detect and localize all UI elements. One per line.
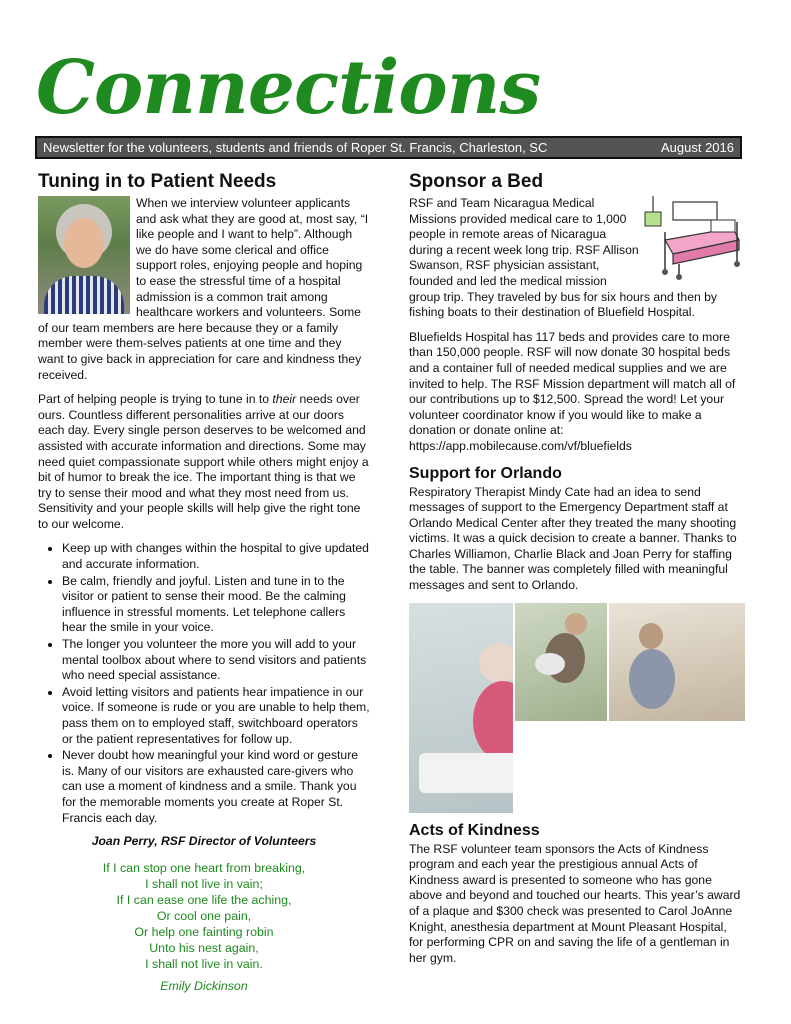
poem-line: Unto his nest again, bbox=[149, 940, 259, 955]
banner-date: August 2016 bbox=[660, 140, 734, 155]
poem-line: If I can ease one life the aching, bbox=[116, 892, 292, 907]
list-item: • Be calm, friendly and joyful. Listen and tune in to the visitor or patient to sense their mood. Be the calming influence in stressful moments. Let telephone callers hear the smile in your voice. bbox=[62, 574, 370, 636]
poem-line: I shall not live in vain. bbox=[145, 956, 263, 971]
volunteer-portrait-photo bbox=[38, 196, 130, 314]
tips-list bbox=[38, 541, 370, 826]
kindness-paragraph: The RSF volunteer team sponsors the Acts of Kindness program and each year the prestigious annual Acts of Kindness award is presented to someone who has gone above and beyond and touched our hearts. This year’s award of a plaque and $300 check was presented to Carol JoAnne Knight, anesthesia department at Mount Pleasant Hospital, for performing CPR on and saving the life of a gentleman in her gym. bbox=[409, 841, 741, 965]
masthead-title: Connections bbox=[36, 45, 541, 131]
list-item: • The longer you volunteer the more you will add to your mental toolbox about where to send visitors and patients who need special assistance. bbox=[62, 637, 370, 684]
list-item: • Never doubt how meaningful your kind word or gesture is. Many of our visitors are exhausted care-givers who can use a moment of kindness and a smile. Thank you for the memorable moments you create at Roper St. Francis each day. bbox=[62, 748, 370, 826]
tuning-paragraph-2: Part of helping people is trying to tune in to their needs over ours. Countless different personalities arrive at our doors each day. Every single person deserves to be welcomed and assisted with accurate information and directions. Some may need quiet compassionate support while others might enjoy a bit of humor to break the ice. The important thing is that we try to sense their mood and what they most need from us. Sensitivity and your people skills will help give the right tone to our welcome. bbox=[38, 392, 369, 531]
sponsor-paragraph-2: Bluefields Hospital has 117 beds and provides care to more than 150,000 people. RSF will now donate 30 hospital beds and a container full of needed medical supplies and we are invited to help. The RSF Mission department will match all of our contributions up to $12,500. Spread the word! Let your volunteer coordinator know if you would like to make a donation or donate online at: https://app.mobilecause.com/vf/bluefields bbox=[409, 329, 736, 453]
poem-line: Or help one fainting robin bbox=[134, 924, 274, 939]
orlando-paragraph: Respiratory Therapist Mindy Cate had an idea to send messages of support to the Emergency Department staff at Orlando Medical Center after they treated the many shooting victims. It was a quick decision to create a banner. Thanks to Charles Williamon, Charlie Black and Joan Perry for staffing the table. The banner was completely filled with meaningful messages and sent to Orlando. bbox=[409, 484, 737, 593]
photo-visitors-at-table bbox=[609, 603, 745, 721]
tuning-paragraph-1: When we interview volunteer applicants and ask what they are good at, most say, “I like people and I want to help”. Although we do have some clerical and office support roles, enjoying people and hoping to ease the stressful time of a hospital admission is a common trait among healthcare workers and volunteers. Some of our team members are here because they or a family member were them-selves patients at one time and they want to give back in appreciation for care and kindness they received. bbox=[38, 196, 369, 382]
poem-author: Emily Dickinson bbox=[160, 978, 248, 993]
list-item: • Keep up with changes within the hospital to give updated and accurate information. bbox=[62, 541, 370, 572]
poem-line: Or cool one pain, bbox=[156, 908, 252, 923]
article-heading-kindness: Acts of Kindness bbox=[409, 821, 540, 839]
right-column bbox=[409, 170, 741, 975]
poem bbox=[38, 860, 370, 994]
sponsor-paragraph-1: RSF and Team Nicaragua Medical Missions provided medical care to 1,000 people in remote areas of Nicaragua during a recent week long trip. RSF Allison Swanson, RSF physician assistant, founded and led the medical mission group trip. They traveled by bus for six hours and then by fishing boats to their destination of Bluefield Hospital. bbox=[409, 196, 718, 320]
newsletter-banner bbox=[35, 136, 742, 159]
author-signature: Joan Perry, RSF Director of Volunteers bbox=[91, 834, 317, 849]
poem-line: I shall not live in vain; bbox=[145, 876, 263, 891]
photo-volunteers-with-dog bbox=[515, 603, 607, 721]
poem-line: If I can stop one heart from breaking, bbox=[102, 860, 306, 875]
article-heading-tuning: Tuning in to Patient Needs bbox=[38, 171, 277, 192]
article-heading-orlando: Support for Orlando bbox=[409, 464, 562, 482]
orlando-photo-collage bbox=[409, 603, 741, 811]
left-column bbox=[38, 170, 370, 994]
banner-subtitle: Newsletter for the volunteers, students and friends of Roper St. Francis, Charleston, SC bbox=[43, 140, 548, 155]
hospital-bed-illustration bbox=[643, 192, 745, 282]
photo-volunteer-signing-banner bbox=[409, 603, 513, 813]
list-item: • Avoid letting visitors and patients hear impatience in our voice. If someone is rude or you are unable to help them, pass them on to employed staff, switchboard operators or the patient representatives for follow up. bbox=[62, 685, 370, 747]
article-heading-sponsor: Sponsor a Bed bbox=[409, 171, 544, 192]
